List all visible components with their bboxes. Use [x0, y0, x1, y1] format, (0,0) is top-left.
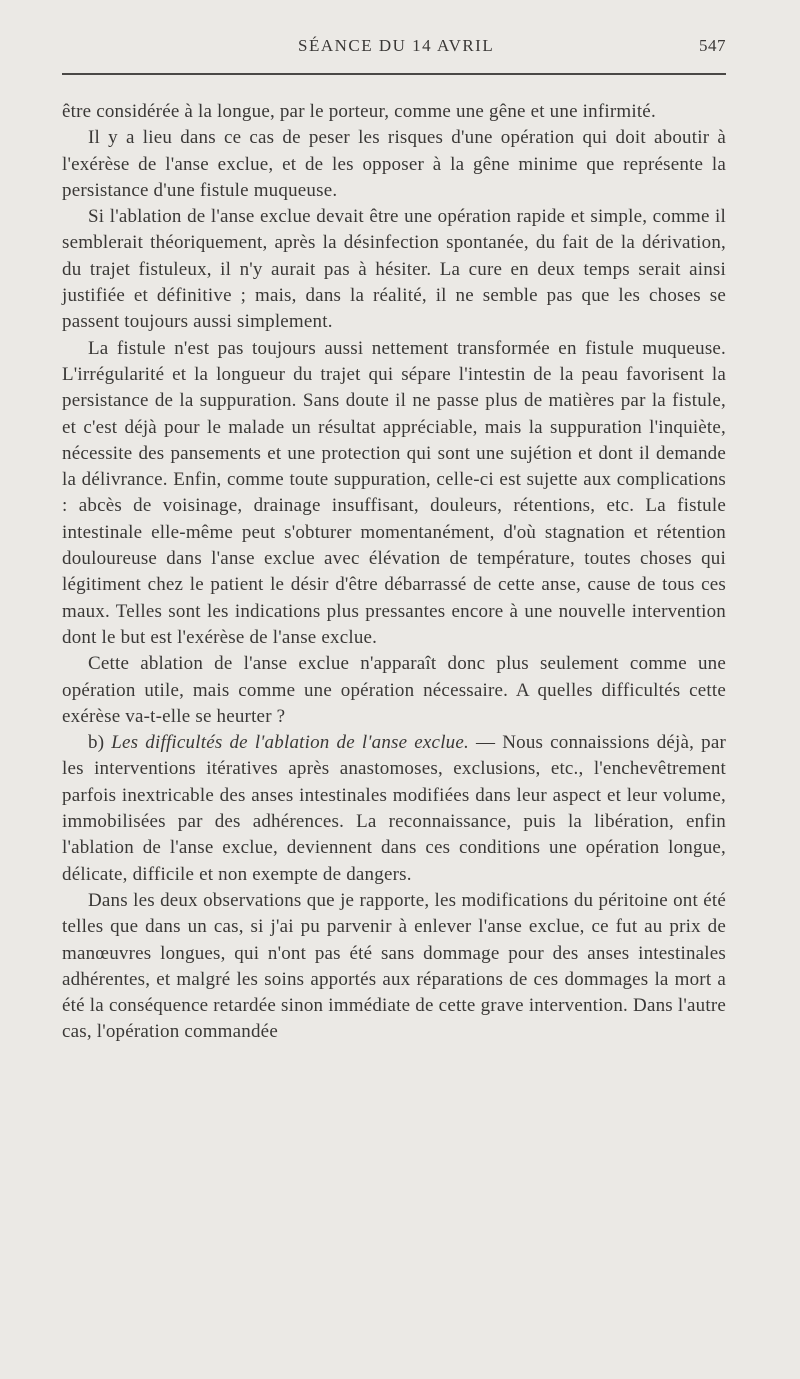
paragraph	[62, 336, 726, 652]
paragraph-text: Dans les deux observations que je rapporte, les modifications du péritoine ont été telles que dans un cas, si j'ai pu parvenir à enlever l'anse exclue, ce fut au prix de manœuvres longues, qui n'ont pas été sans dommage pour des anses intestinales adhérentes, et malgré les soins apportés aux réparations de ces dommages la mort a été la conséquence retardée sinon immédiate de cette grave intervention. Dans l'autre cas, l'opération commandée	[62, 889, 726, 1043]
page-header	[62, 34, 726, 58]
paragraph	[62, 888, 726, 1046]
header-rule	[62, 73, 726, 75]
section-heading: Les difficultés de l'ablation de l'anse exclue.	[111, 732, 469, 754]
paragraph	[62, 125, 726, 204]
section-label: b)	[88, 732, 112, 754]
paragraph-text: être considérée à la longue, par le porteur, comme une gêne et une infirmité.	[62, 101, 656, 122]
paragraph-continuation	[62, 99, 726, 125]
paragraph-text: Cette ablation de l'anse exclue n'apparaît donc plus seulement comme une opération utile, mais comme une opération nécessaire. A quelles difficultés cette exérèse va-t-elle se heurter ?	[62, 653, 726, 727]
paragraph-text: — Nous connaissions déjà, par les interventions itératives après anastomoses, exclusions, etc., l'enchevêtrement parfois inextricable des anses intestinales modifiées dans leur aspect et leur volume, immobilisées par des adhérences. La reconnaissance, puis la libération, enfin l'ablation de l'anse exclue, deviennent dans ces conditions une opération longue, délicate, difficile et non exempte de dangers.	[62, 732, 726, 885]
paragraph-text: Il y a lieu dans ce cas de peser les risques d'une opération qui doit aboutir à l'exérèse de l'anse exclue, et de les opposer à la gêne minime que représente la persistance d'une fistule muqueuse.	[62, 127, 726, 201]
paragraph	[62, 204, 726, 335]
paragraph	[62, 651, 726, 730]
running-title: SÉANCE DU 14 AVRIL	[298, 36, 495, 55]
paragraph-section-b	[62, 730, 726, 888]
paragraph-text: La fistule n'est pas toujours aussi nettement transformée en fistule muqueuse. L'irrégularité et la longueur du trajet qui sépare l'intestin de la peau favorisent la persistance de la suppuration. Sans doute il ne passe plus de matières par la fistule, et c'est déjà pour le malade un résultat appréciable, mais la suppuration l'inquiète, nécessite des pansements et une protection qui sont une sujétion et dont il demande la délivrance. Enfin, comme toute suppuration, celle-ci est sujette aux complications : abcès de voisinage, drainage insuffisant, douleurs, rétentions, etc. La fistule intestinale elle-même peut s'obturer momentanément, d'où stagnation et rétention douloureuse dans l'anse exclue avec élévation de température, toutes choses qui légitiment chez le patient le désir d'être débarrassé de cette anse, cause de tous ces maux. Telles sont les indications plus pressantes encore à une nouvelle intervention dont le but est l'exérèse de l'anse exclue.	[62, 337, 726, 648]
body-text	[62, 99, 726, 1046]
paragraph-text: Si l'ablation de l'anse exclue devait être une opération rapide et simple, comme il semblerait théoriquement, après la désinfection spontanée, du fait de la dérivation, du trajet fistuleux, il n'y aurait pas à hésiter. La cure en deux temps serait ainsi justifiée et définitive ; mais, dans la réalité, il ne semble pas que les choses se passent toujours aussi simplement.	[62, 206, 726, 333]
page-number: 547	[699, 36, 726, 55]
